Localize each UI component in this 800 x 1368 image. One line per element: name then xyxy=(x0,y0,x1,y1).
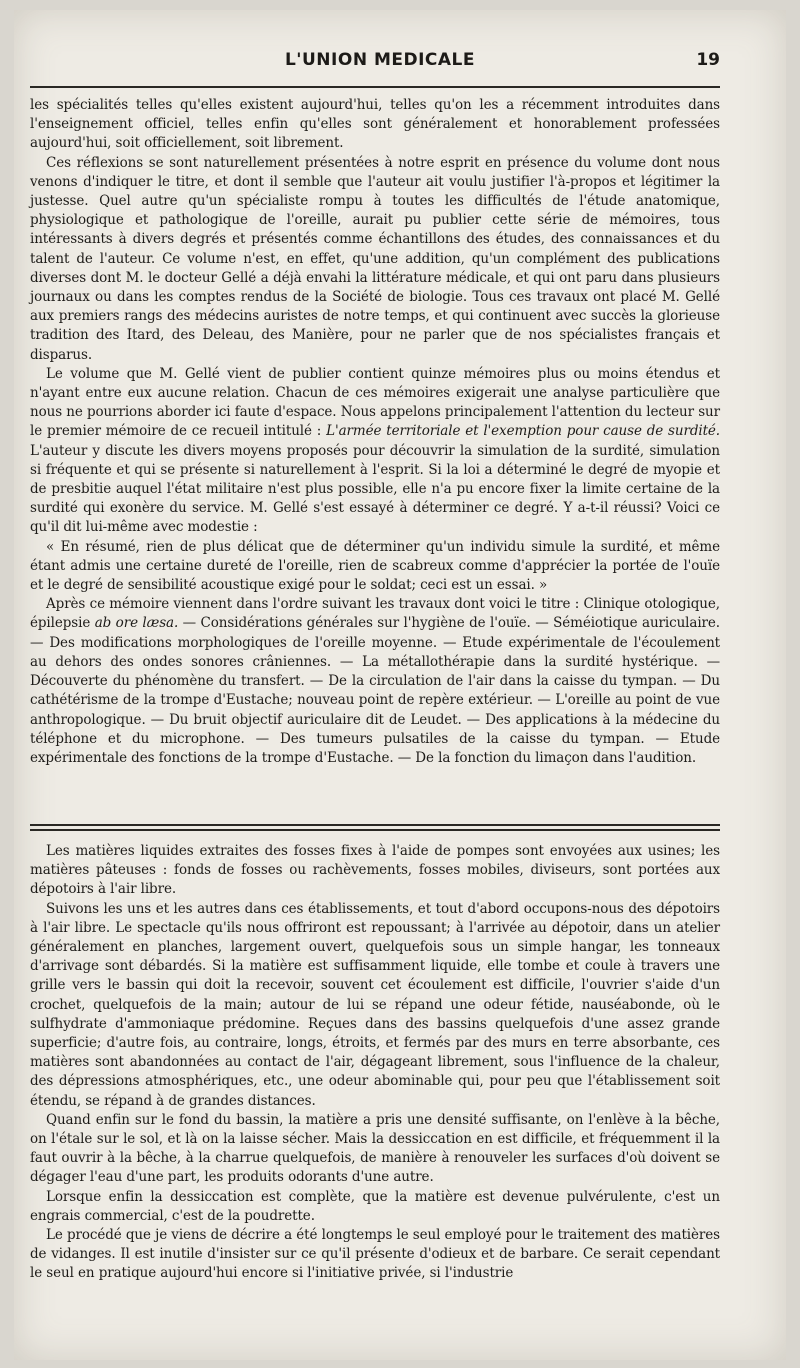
feuilleton-separator xyxy=(30,824,720,831)
paragraph-text: — Considérations générales sur l'hygiène de l'ouïe. — Séméiotique auriculaire. — Des modifications morphologiques de l'oreille moyenne. — Etude expérimentale de l'écoulement au dehors des ondes sonores crâniennes. — La métallothérapie dans la surdité hystérique. — Découverte du phénomène du transfert. — De la circulation de l'air dans la caisse du tympan. — Du cathétérisme de la trompe d'Eustache; nouveau point de repère extérieur. — L'oreille au point de vue anthropologique. — Du bruit objectif auriculaire dit de Leudet. — Des applications à la médecine du téléphone et du microphone. — Des tumeurs pulsatiles de la caisse du tympan. — Etude expérimentale des fonctions de la trompe d'Eustache. — De la fonction du limaçon dans l'audition. xyxy=(30,615,720,766)
paragraph-text: L'auteur y discute les divers moyens proposés pour découvrir la simulation de la surdité, simulation si fréquente et qui se présente si naturellement à l'esprit. Si la loi a déterminé le degré de myopie et de presbitie auquel l'état militaire n'est plus possible, elle n'a pu encore fixer la limite certaine de la surdité qui exonère du service. M. Gellé s'est essayé à déterminer ce degré. Y a-t-il réussi? Voici ce qu'il dit lui-même avec modestie : xyxy=(30,442,720,536)
paragraph-text: Le volume que M. Gellé vient de publier contient quinze mémoires plus ou moins étendus et n'ayant entre eux aucune relation. Chacun de ces mémoires exigerait une analyse particulière que nous ne pourrions aborder ici faute d'espace. Nous appelons principalement l'attention du lecteur sur le premier mémoire de ce recueil intitulé : xyxy=(30,365,720,440)
review-paragraph: les spécialités telles qu'elles existent aujourd'hui, telles qu'on les a récemment introduites dans l'enseignement officiel, telles enfin qu'elles sont généralement et honorablement professées aujourd'hui, soit officiellement, soit librement. xyxy=(30,97,720,152)
feuilleton-paragraph: Suivons les uns et les autres dans ces établissements, et tout d'abord occupons-nous des dépotoirs à l'air libre. Le spectacle qu'ils nous offriront est repoussant; à l'arrivée au dépotoir, dans un atelier généralement en planches, largement ouvert, quelquefois sous un simple hangar, les tonneaux d'arrivage sont débardés. Si la matière est suffisamment liquide, elle tombe et coule à travers une grille vers le bassin qui doit la recevoir, souvent cet écoulement est difficile, l'ouvrier s'aide d'un crochet, quelquefois de la main; autour de lui se répand une odeur fétide, nauséabonde, où le sulfhydrate d'ammoniaque prédomine. Reçues dans des bassins quelquefois d'une assez grande superficie; d'autre fois, au contraire, longs, étroits, et fermés par des murs en terre absorbante, ces matières sont abandonnées au contact de l'air, dégageant librement, sous l'influence de la chaleur, des dépressions atmosphériques, etc., une odeur abominable qui, pour peu que l'établissement soit étendu, se répand à de grandes distances. xyxy=(30,900,720,1109)
feuilleton-paragraph: Lorsque enfin la dessiccation est complète, que la matière est devenue pulvérulente, c'est un engrais commercial, c'est de la poudrette. xyxy=(30,1188,720,1224)
running-title: L'UNION MEDICALE xyxy=(284,50,476,70)
review-article xyxy=(30,96,720,768)
feuilleton-article xyxy=(30,842,720,1284)
feuilleton-paragraph: Les matières liquides extraites des fosses fixes à l'aide de pompes sont envoyées aux usines; les matières pâteuses : fonds de fosses ou rachèvements, fosses mobiles, diviseurs, sont portées aux dépotoirs à l'air libre. xyxy=(30,843,720,898)
feuilleton-paragraph: Le procédé que je viens de décrire a été longtemps le seul employé pour le traitement des matières de vidanges. Il est inutile d'insister sur ce qu'il présente d'odieux et de barbare. Ce serait cependant le seul en pratique aujourd'hui encore si l'initiative privée, si l'industrie xyxy=(30,1227,720,1282)
page-header xyxy=(40,50,720,80)
review-paragraph xyxy=(30,365,720,538)
header-rule xyxy=(30,86,720,88)
page-number: 19 xyxy=(696,50,720,70)
memoir-title: L'armée territoriale et l'exemption pour cause de surdité. xyxy=(326,423,720,440)
review-paragraph xyxy=(30,595,720,768)
latin-phrase: ab ore læsa. xyxy=(94,615,179,632)
paragraph-text: Après ce mémoire viennent dans l'ordre suivant les travaux dont voici le titre : Clinique otologique, épilepsie xyxy=(30,596,720,632)
review-paragraph: Ces réflexions se sont naturellement présentées à notre esprit en présence du volume dont nous venons d'indiquer le titre, et dont il semble que l'auteur ait voulu justifier l'à-propos et légitimer la justesse. Quel autre qu'un spécialiste rompu à toutes les difficultés de l'étude anatomique, physiologique et pathologique de l'oreille, aurait pu publier cette série de mémoires, tous intéressants à divers degrés et présentés comme échantillons des études, des connaissances et du talent de l'auteur. Ce volume n'est, en effet, qu'une addition, qu'un complément des publications diverses dont M. le docteur Gellé a déjà envahi la littérature médicale, et qui ont paru dans plusieurs journaux ou dans les comptes rendus de la Société de biologie. Tous ces travaux ont placé M. Gellé aux premiers rangs des médecins auristes de notre temps, et qui continuent avec succès la glorieuse tradition des Itard, des Deleau, des Manière, pour ne parler que de nos spécialistes français et disparus. xyxy=(30,154,720,363)
review-quotation: « En résumé, rien de plus délicat que de déterminer qu'un individu simule la surdité, et même étant admis une certaine dureté de l'oreille, rien de scabreux comme d'apprécier la portée de l'ouïe et le degré de sensibilité acoustique exigé pour le soldat; ceci est un essai. » xyxy=(30,538,720,594)
feuilleton-paragraph: Quand enfin sur le fond du bassin, la matière a pris une densité suffisante, on l'enlève à la bêche, on l'étale sur le sol, et là on la laisse sécher. Mais la dessiccation en est difficile, et fréquemment il la faut ouvrir à la bêche, à la charrue quelquefois, de manière à renouveler les surfaces d'où doivent se dégager l'eau d'une part, les produits odorants d'une autre. xyxy=(30,1111,720,1186)
